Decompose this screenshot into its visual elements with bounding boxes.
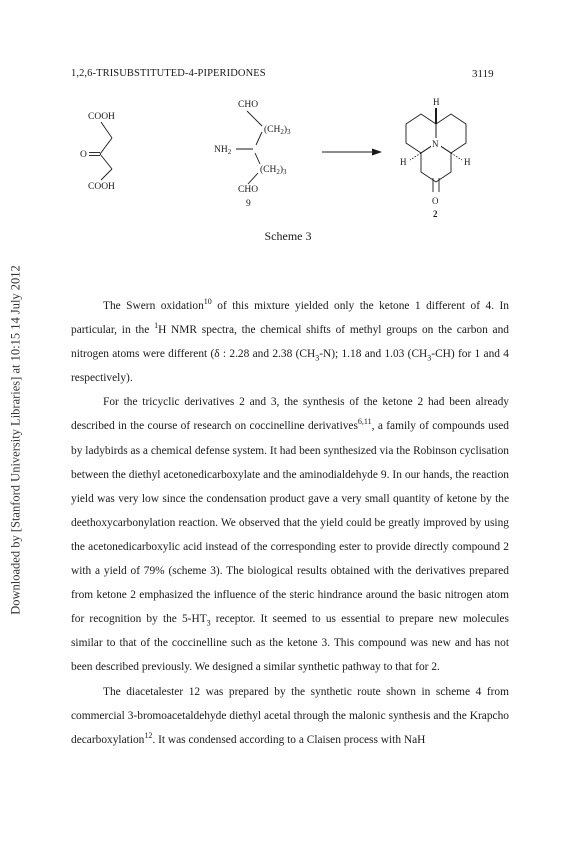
scheme-3-figure <box>60 92 520 222</box>
reaction-arrow <box>322 149 382 156</box>
page-number: 3119 <box>472 68 494 80</box>
acid-carbonyl-oxygen: O <box>80 150 87 160</box>
paragraph <box>71 390 509 679</box>
dialdehyde-lower-chain: $(CH_2)_3$ <box>260 165 287 176</box>
dialdehyde-upper-chain: $(CH_2)_3$ <box>264 125 291 136</box>
download-watermark-text: Downloaded by [Stanford University Libraries] at 10:15 14 July 2012 <box>8 265 23 615</box>
chem-sub: 3 <box>206 618 211 628</box>
dialdehyde-bottom-cho: CHO <box>238 185 259 195</box>
text-run: . It was condensed according to a Claisen process with NaH <box>152 733 426 746</box>
scheme-caption: Scheme 3 <box>264 229 312 243</box>
article-body <box>71 294 509 752</box>
product-nitrogen: N <box>432 139 439 149</box>
paragraph <box>71 680 509 752</box>
product-left-h: H <box>400 157 407 167</box>
dialdehyde-amine: $NH_2$ <box>214 145 232 156</box>
paragraph <box>71 294 509 390</box>
tricyclic-ketone <box>406 108 466 192</box>
compound-2-label: 2 <box>433 209 438 219</box>
text-run: of this mixture yielded only the ketone 1 different of 4. In particular, in the <box>71 300 509 337</box>
compound-9-label: 9 <box>246 199 251 209</box>
download-watermark <box>6 170 26 710</box>
text-run: The diacetalester 12 was prepared by the synthetic route shown in scheme 4 from commercial 3-bromoacetaldehyde diethyl acetal through the malonic synthesis and the Krapcho decarboxylation <box>71 685 509 746</box>
text-run: H NMR spectra, the chemical shifts of methyl groups on the carbon and nitrogen atoms were different (δ : 2.28 and 2.38 (CH <box>71 324 509 361</box>
chem-sup: 1 <box>154 321 159 331</box>
chem-sup: 10 <box>203 297 212 307</box>
product-top-h: H <box>433 97 440 107</box>
product-carbonyl-oxygen: O <box>432 196 439 206</box>
running-head: 1,2,6-TRISUBSTITUTED-4-PIPERIDONES <box>71 68 266 79</box>
chem-sub: 3 <box>427 353 432 363</box>
chem-sub: 3 <box>315 353 320 363</box>
text-run: receptor. It seemed to us essential to prepare new molecules similar to that of the coccinelline such as the ketone 3. This compound was new and has not been described previously. We designed a similar synthetic pathway to that for 2. <box>71 613 509 674</box>
text-run: -CH) for 1 and 4 respectively). <box>71 348 509 385</box>
text-run: , a family of compounds used by ladybirds as a chemical defense system. It had been synthesized via the Robinson cyclisation between the diethyl acetonedicarboxylate and the aminodialdehyde 9. In our hands, the reaction yield was very low since the condensation product gave a very small quantity of ketone by the deethoxycarbonylation reaction. We observed that the yield could be greatly improved by using the acetonedicarboxylic acid instead of the corresponding ester to provide directly compound 2 with a yield of 79% (scheme 3). The biological results obtained with the derivatives prepared from ketone 2 emphasized the influence of the steric hindrance around the basic nitrogen atom for recognition by the 5-HT <box>71 420 509 626</box>
chem-sup: 12 <box>144 730 153 740</box>
acid-bottom-cooh: COOH <box>88 182 115 192</box>
text-run: The Swern oxidation <box>103 300 204 312</box>
chem-sup: 6,11 <box>357 417 372 427</box>
acetonedicarboxylic-acid <box>89 122 112 180</box>
text-run: -N); 1.18 and 1.03 (CH <box>319 348 428 361</box>
dialdehyde-top-cho: CHO <box>238 100 259 110</box>
acid-top-cooh: COOH <box>88 112 115 122</box>
aminodialdehyde-bonds <box>236 111 262 184</box>
text-run: For the tricyclic derivatives 2 and 3, the synthesis of the ketone 2 had been already described in the course of research on coccinelline derivatives <box>71 396 509 433</box>
product-right-h: H <box>464 157 471 167</box>
